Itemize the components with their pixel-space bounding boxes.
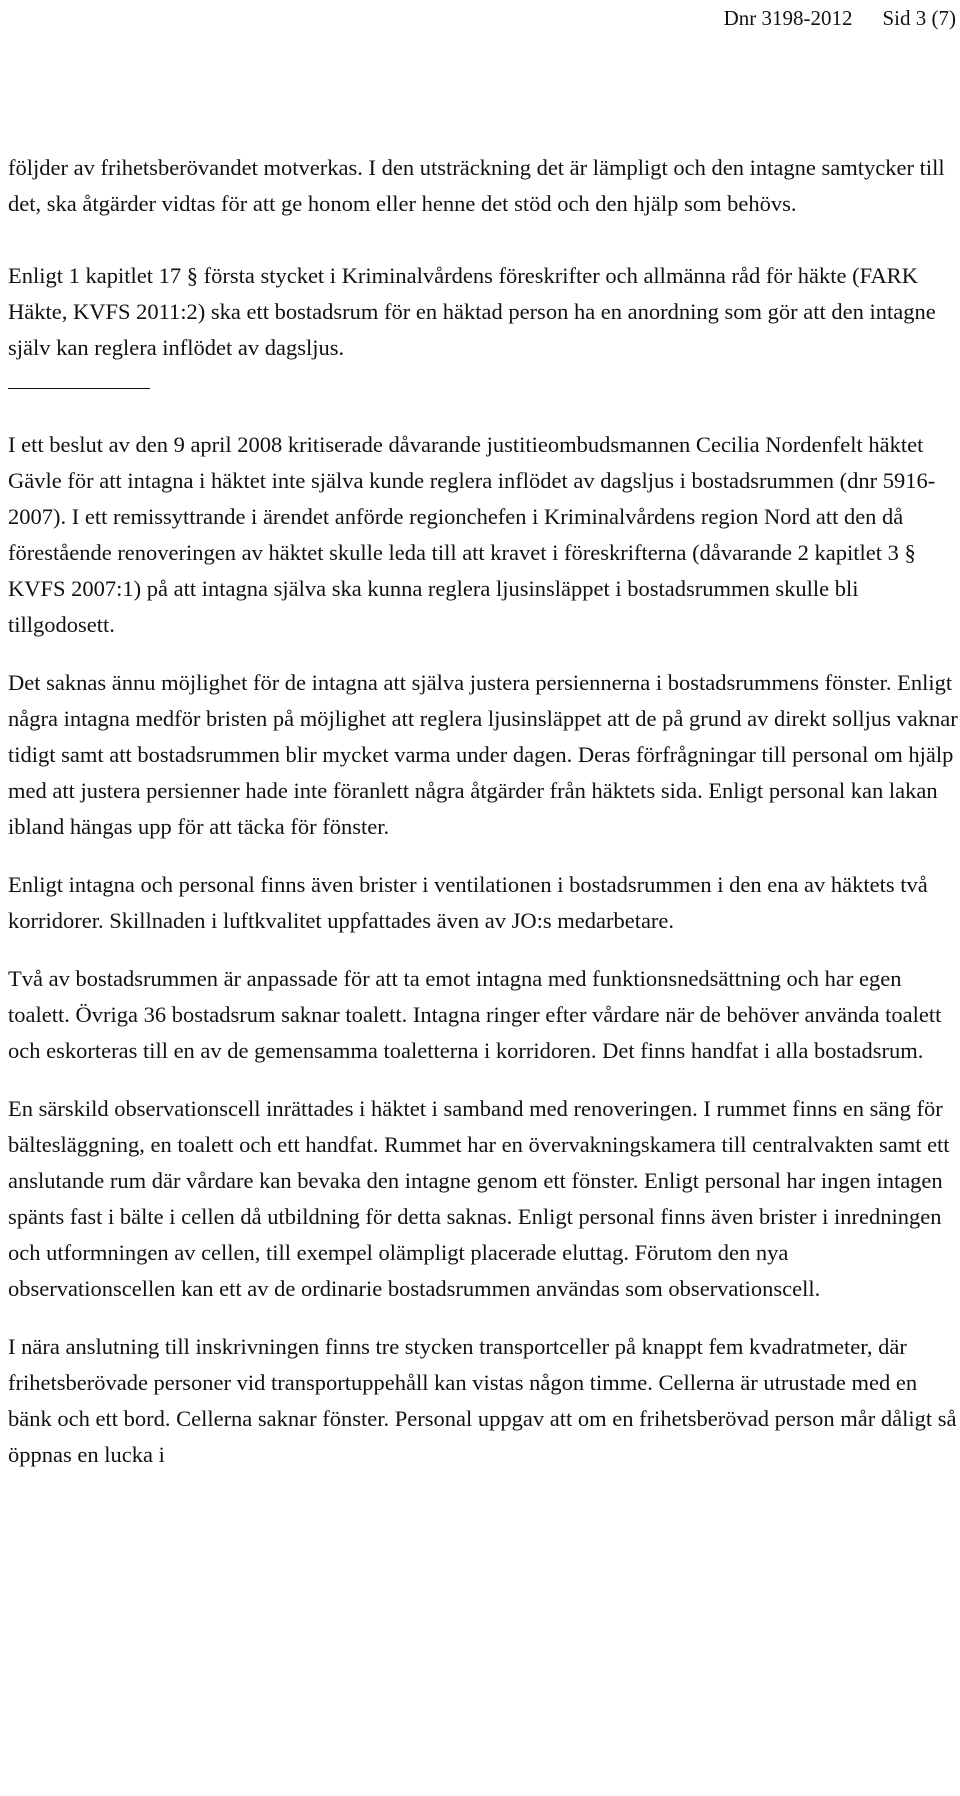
page-number: Sid 3 (7) [882, 6, 956, 30]
footnote-separator [8, 388, 150, 427]
paragraph: En särskild observationscell inrättades i häktet i samband med renoveringen. I rummet finns en säng för bältesläggning, en toalett och ett handfat. Rummet har en övervakningskamera till centralvakten samt ett anslutande rum där vårdare kan bevaka den intagne genom ett fönster. Enligt personal har ingen intagen spänts fast i bälte i cellen då utbildning för detta saknas. Enligt personal finns även brister i inredningen och utformningen av cellen, till exempel olämpligt placerade eluttag. Förutom den nya observationscellen kan ett av de ordinarie bostadsrummen användas som observationscell. [8, 1096, 950, 1301]
paragraph: Två av bostadsrummen är anpassade för att ta emot intagna med funktionsnedsättning och har egen toalett. Övriga 36 bostadsrum saknar toalett. Intagna ringer efter vårdare när de behöver använda toalett och eskorteras till en av de gemensamma toaletterna i korridoren. Det finns handfat i alla bostadsrum. [8, 966, 942, 1063]
document-body [8, 150, 958, 1473]
page-header [724, 4, 956, 32]
paragraph: Det saknas ännu möjlighet för de intagna att själva justera persiennerna i bostadsrummens fönster. Enligt några intagna medför bristen på möjlighet att reglera ljusinsläppet att de på grund av direkt solljus vaknar tidigt samt att bostadsrummen blir mycket varma under dagen. Deras förfrågningar till personal om hjälp med att justera persienner hade inte föranlett några åtgärder från häktets sida. Enligt personal kan lakan ibland hängas upp för att täcka för fönster. [8, 670, 958, 839]
paragraph: Enligt intagna och personal finns även brister i ventilationen i bostadsrummen i den ena av häktets två korridorer. Skillnaden i luftkvalitet uppfattades även av JO:s medarbetare. [8, 872, 928, 933]
paragraph: I nära anslutning till inskrivningen finns tre stycken transportceller på knappt fem kvadratmeter, där frihetsberövade personer vid transportuppehåll kan vistas någon timme. Cellerna är utrustade med en bänk och ett bord. Cellerna saknar fönster. Personal uppgav att om en frihetsberövad person mår dåligt så öppnas en lucka i [8, 1334, 957, 1467]
paragraph: Enligt 1 kapitlet 17 § första stycket i Kriminalvårdens föreskrifter och allmänna råd för häkte (FARK Häkte, KVFS 2011:2) ska ett bostadsrum för en häktad person ha en anordning som gör att den intagne själv kan reglera inflödet av dagsljus. [8, 263, 936, 360]
paragraph: följder av frihetsberövandet motverkas. I den utsträckning det är lämpligt och den intagne samtycker till det, ska åtgärder vidtas för att ge honom eller henne det stöd och den hjälp som behövs. [8, 155, 945, 216]
document-number: Dnr 3198-2012 [723, 6, 853, 30]
footnote: I ett beslut av den 9 april 2008 kritiserade dåvarande justitieombudsmannen Cecilia Nordenfelt häktet Gävle för att intagna i häktet inte själva kunde reglera inflödet av dagsljus i bostadsrummen (dnr 5916-2007). I ett remissyttrande i ärendet anförde regionchefen i Kriminalvårdens region Nord att den då förestående renoveringen av häktet skulle leda till att kravet i föreskrifterna (dåvarande 2 kapitlet 3 § KVFS 2007:1) på att intagna själva ska kunna reglera ljusinsläppet i bostadsrummen skulle bli tillgodosett. [8, 432, 936, 637]
